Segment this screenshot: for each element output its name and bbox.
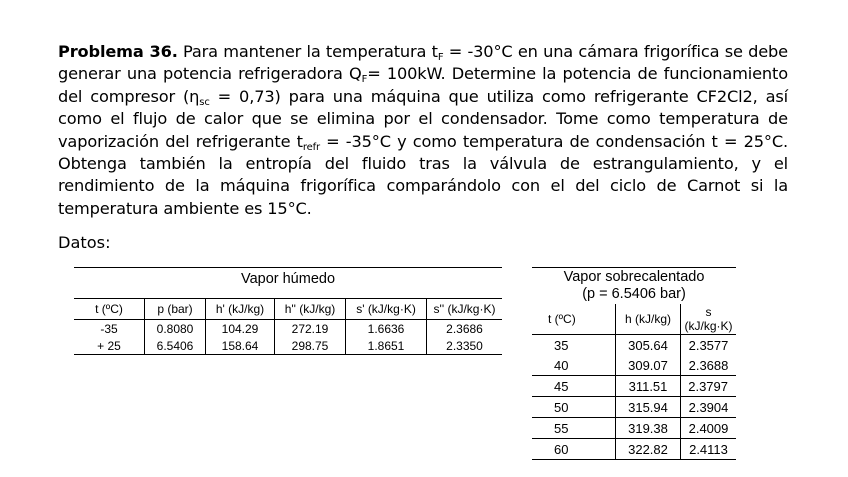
vapor-sobrecalentado-subtitle: (p = 6.5406 bar) — [582, 286, 686, 302]
cell: 1.8651 — [346, 337, 427, 355]
table-row — [532, 355, 736, 376]
cell: 60 — [532, 439, 616, 460]
cell: 2.3688 — [681, 355, 737, 376]
cell: 272.19 — [275, 320, 346, 338]
cell: 2.3686 — [427, 320, 503, 338]
col-header-h: h (kJ/kg) — [616, 304, 681, 335]
problem-statement — [58, 41, 788, 220]
problem-text-3: = 100kW. Determine la potencia de funcionamiento del compresor (η — [58, 64, 788, 106]
cell: 2.3577 — [681, 335, 737, 356]
problem-text-2: = -30°C en una cámara frigorífica se debe generar una potencia refrigeradora Q — [58, 42, 788, 84]
cell: 305.64 — [616, 335, 681, 356]
cell: 0.8080 — [145, 320, 206, 338]
cell: 50 — [532, 397, 616, 418]
table-row — [532, 418, 736, 439]
col-header-p: p (bar) — [145, 299, 206, 320]
col-header-h2: h'' (kJ/kg) — [275, 299, 346, 320]
cell: 315.94 — [616, 397, 681, 418]
datos-label: Datos: — [58, 233, 111, 252]
cell: 158.64 — [206, 337, 275, 355]
cell: 45 — [532, 376, 616, 397]
col-header-s: s (kJ/kg·K) — [681, 304, 737, 335]
problem-text-1: Para mantener la temperatura t — [177, 42, 438, 61]
problem-text-4: = 0,73) para una máquina que utiliza como refrigerante CF2Cl2, así como el flujo de calor que se elimina por el condensador. Tome como temperatura de vaporización del refrigerante t — [58, 86, 789, 151]
cell: 309.07 — [616, 355, 681, 376]
cell: -35 — [100, 321, 118, 336]
subscript-sc: sc — [199, 96, 210, 108]
vapor-sobrecalentado-table — [532, 267, 736, 460]
cell: 2.3797 — [681, 376, 737, 397]
vapor-humedo-title: Vapor húmedo — [74, 268, 502, 299]
col-header-s2: s'' (kJ/kg·K) — [427, 299, 503, 320]
cell: 40 — [532, 355, 616, 376]
cell: 298.75 — [275, 337, 346, 355]
cell: + 25 — [74, 337, 145, 355]
table-row — [532, 335, 736, 356]
table-row — [74, 337, 502, 355]
cell: 35 — [554, 337, 569, 353]
cell: 104.29 — [206, 320, 275, 338]
col-header-s1: s' (kJ/kg·K) — [346, 299, 427, 320]
subscript-refr: refr — [302, 141, 320, 153]
table-header-row — [74, 299, 502, 320]
table-row — [532, 439, 736, 460]
cell: 311.51 — [616, 376, 681, 397]
problem-text-5: = -35°C y como temperatura de condensación t = 25°C. Obtenga también la entropía del fluido tras la válvula de estrangulamiento, y el rendimiento de la máquina frigorífica comparándolo con el del ciclo de Carnot si la temperatura ambiente es 15°C. — [58, 131, 788, 218]
table-row — [532, 376, 736, 397]
col-header-h1: h' (kJ/kg) — [206, 299, 275, 320]
cell: 2.3904 — [681, 397, 737, 418]
problem-label: Problema 36. — [58, 42, 178, 61]
vapor-humedo-table — [74, 267, 502, 355]
cell: 55 — [532, 418, 616, 439]
cell: 6.5406 — [145, 337, 206, 355]
cell: 2.4113 — [681, 439, 737, 460]
cell: 2.4009 — [681, 418, 737, 439]
table-row — [74, 320, 502, 338]
table-row — [532, 397, 736, 418]
cell: 1.6636 — [346, 320, 427, 338]
col-header-t: t (ºC) — [532, 304, 616, 335]
cell: 319.38 — [616, 418, 681, 439]
col-header-t: t (ºC) — [74, 299, 145, 320]
subscript-f1: F — [437, 52, 444, 63]
table-header-row — [532, 304, 736, 335]
vapor-sobrecalentado-title: Vapor sobrecalentado — [563, 269, 705, 285]
cell: 2.3350 — [427, 337, 503, 355]
cell: 322.82 — [616, 439, 681, 460]
subscript-f2: F — [361, 74, 368, 86]
vapor-sobrecalentado-caption — [532, 268, 736, 305]
